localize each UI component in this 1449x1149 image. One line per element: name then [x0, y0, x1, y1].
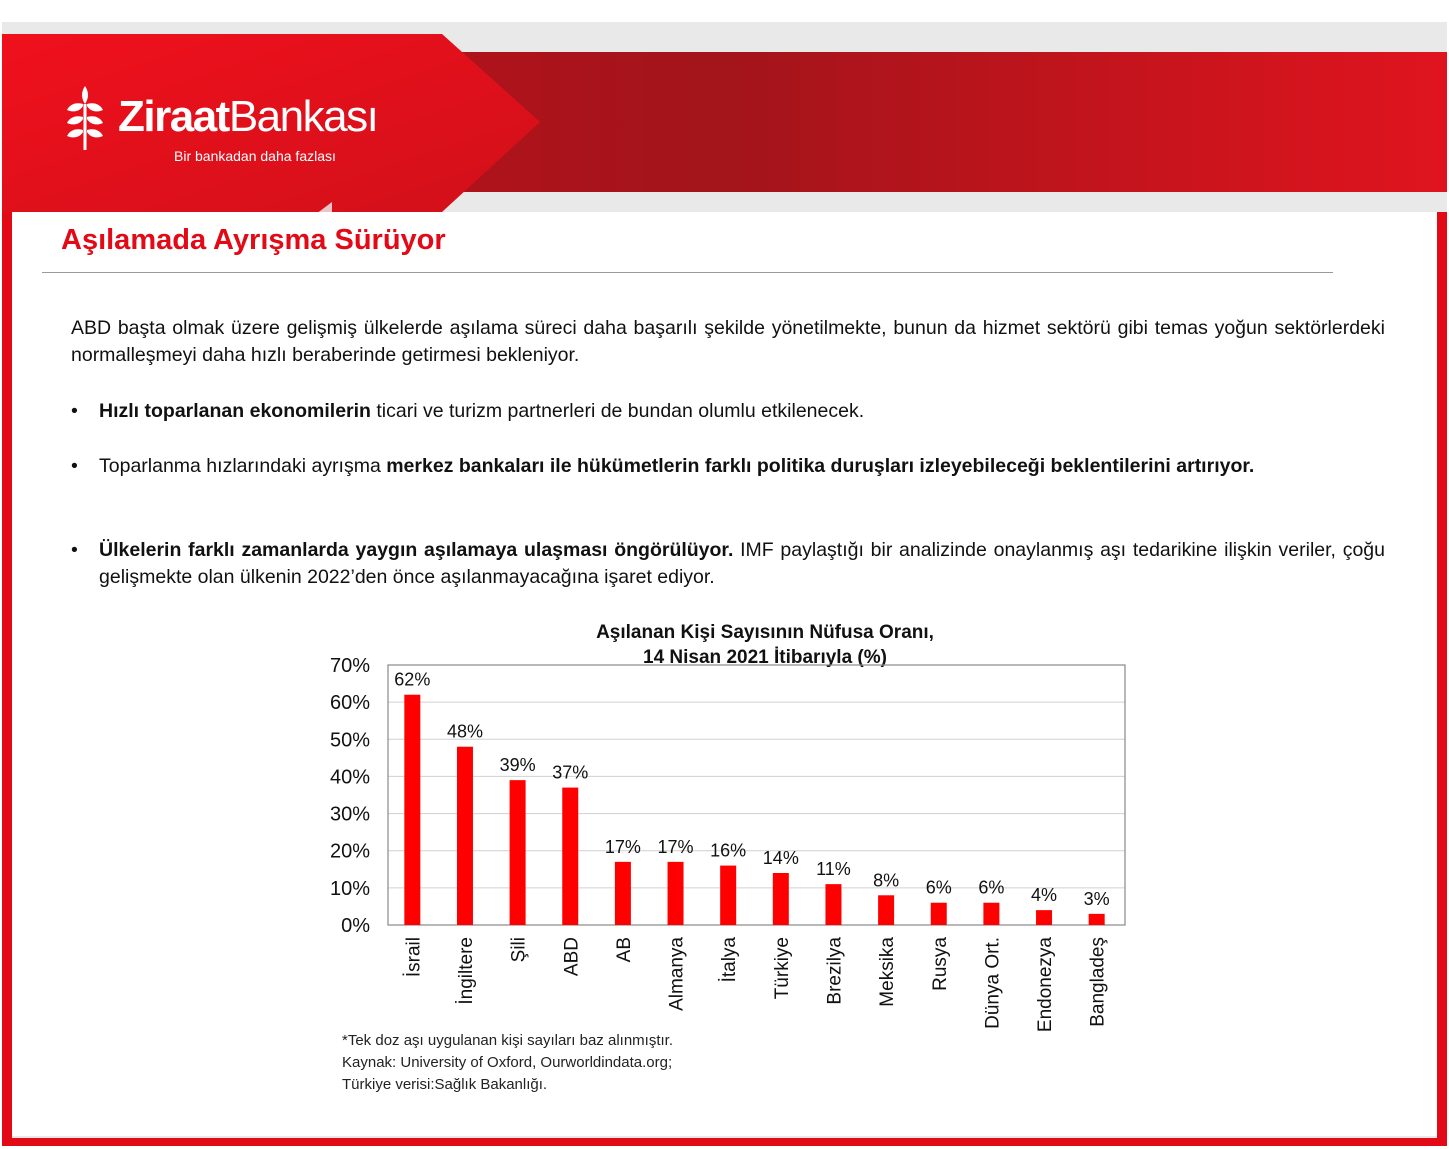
footnote-line-3: Türkiye verisi:Sağlık Bakanlığı.	[342, 1076, 548, 1093]
bar-Dünya Ort.	[983, 903, 999, 925]
bullet-text: IMF paylaştığı bir analizinde onaylanmış aşı tedarikine ilişkin veriler, çoğu gelişmekte olan ülkenin 2022’den önce aşılanmayacağına işaret ediyor.	[99, 539, 1385, 588]
wheat-icon	[64, 84, 106, 154]
data-label: 17%	[604, 836, 641, 857]
data-label: 6%	[925, 877, 952, 898]
data-label: 14%	[762, 848, 799, 868]
x-category-label: Rusya	[929, 937, 951, 991]
chart-title-line2: 14 Nisan 2021 İtibarıyla (%)	[643, 647, 887, 668]
x-category-label: Şili	[508, 937, 530, 963]
x-category-label: Türkiye	[771, 937, 793, 1000]
x-category-label: İtalya	[719, 937, 741, 983]
frame-border-right	[1437, 212, 1447, 1146]
bullet-text: Toparlanma hızlarındaki ayrışma	[99, 455, 387, 477]
bar-İngiltere	[457, 747, 473, 925]
footnote-line-2: Kaynak: University of Oxford, Ourworldindata.org;	[342, 1054, 673, 1071]
bar-AB	[615, 862, 631, 925]
x-category-label: ABD	[561, 937, 583, 977]
bullet-bold-text: Ülkelerin farklı zamanlarda yaygın aşılamaya ulaşması öngörülüyor.	[99, 539, 734, 561]
bar-Almanya	[668, 862, 684, 925]
y-tick-label: 60%	[329, 692, 370, 715]
y-tick-label: 40%	[329, 766, 370, 789]
bar-Şili	[510, 780, 526, 925]
x-category-label: Dünya Ort.	[982, 937, 1004, 1029]
data-label: 16%	[710, 840, 747, 861]
vaccination-bar-chart	[300, 650, 1140, 1050]
data-label: 3%	[1083, 888, 1110, 909]
y-tick-label: 0%	[341, 915, 370, 937]
data-label: 37%	[552, 762, 589, 783]
bar-İsrail	[404, 695, 420, 925]
chart-title-line1: Aşılanan Kişi Sayısının Nüfusa Oranı,	[596, 622, 934, 643]
y-tick-label: 50%	[329, 729, 370, 752]
bullet-dot: •	[71, 539, 78, 561]
data-label: 62%	[394, 669, 431, 690]
x-category-label: Endonezya	[1035, 937, 1057, 1033]
y-tick-label: 70%	[329, 655, 370, 677]
bullet-dot: •	[71, 455, 78, 477]
bar-Rusya	[931, 903, 947, 925]
data-label: 6%	[978, 877, 1005, 898]
intro-paragraph: ABD başta olmak üzere gelişmiş ülkelerde aşılama süreci daha başarılı şekilde yönetilmekte, bunun da hizmet sektörü gibi temas yoğun sektörlerdeki normalleşmeyi daha hızlı beraberinde getirmesi bekleniyor.	[71, 317, 1385, 366]
top-margin	[0, 0, 1449, 22]
bar-Bangladeş	[1089, 914, 1105, 925]
data-label: 39%	[499, 755, 536, 776]
x-category-label: Brezilya	[824, 937, 846, 1005]
data-label: 8%	[873, 870, 900, 891]
bar-Brezilya	[825, 884, 841, 925]
bullet-bold-text: Hızlı toparlanan ekonomilerin	[99, 400, 371, 422]
bar-ABD	[562, 788, 578, 925]
bar-Meksika	[878, 895, 894, 925]
y-tick-label: 10%	[329, 877, 370, 900]
ziraat-logo	[64, 84, 378, 164]
y-tick-label: 30%	[329, 803, 370, 826]
x-category-label: Bangladeş	[1087, 937, 1109, 1027]
bullet-text: ticari ve turizm partnerleri de bundan olumlu etkilenecek.	[370, 400, 865, 422]
plot-area-border	[388, 665, 1125, 925]
bar-İtalya	[720, 866, 736, 925]
x-category-label: İngiltere	[455, 937, 477, 1005]
frame-border-left	[2, 212, 12, 1146]
x-category-label: AB	[613, 937, 635, 963]
footnote-line-1: *Tek doz aşı uygulanan kişi sayıları baz alınmıştır.	[342, 1032, 673, 1049]
bullet-bold-text: merkez bankaları ile hükümetlerin farklı politika duruşları izleyebileceği beklentilerini artırıyor.	[386, 455, 1255, 477]
chart-footnote	[342, 1030, 673, 1096]
data-label: 4%	[1031, 885, 1058, 906]
title-divider	[42, 272, 1333, 273]
logo-tagline: Bir bankadan daha fazlası	[174, 148, 336, 164]
x-category-label: İsrail	[403, 937, 425, 978]
x-category-label: Almanya	[666, 937, 688, 1011]
bar-Türkiye	[773, 873, 789, 925]
data-label: 11%	[816, 859, 851, 880]
data-label: 48%	[446, 721, 483, 742]
data-label: 17%	[657, 836, 694, 857]
y-tick-label: 20%	[329, 840, 370, 863]
page-title: Aşılamada Ayrışma Sürüyor	[61, 224, 446, 256]
bar-Endonezya	[1036, 910, 1052, 925]
logo-wordmark: ZiraatBankası	[118, 92, 378, 141]
frame-border-bottom	[2, 1138, 1447, 1146]
x-category-label: Meksika	[877, 937, 899, 1007]
bullet-dot: •	[71, 400, 78, 422]
